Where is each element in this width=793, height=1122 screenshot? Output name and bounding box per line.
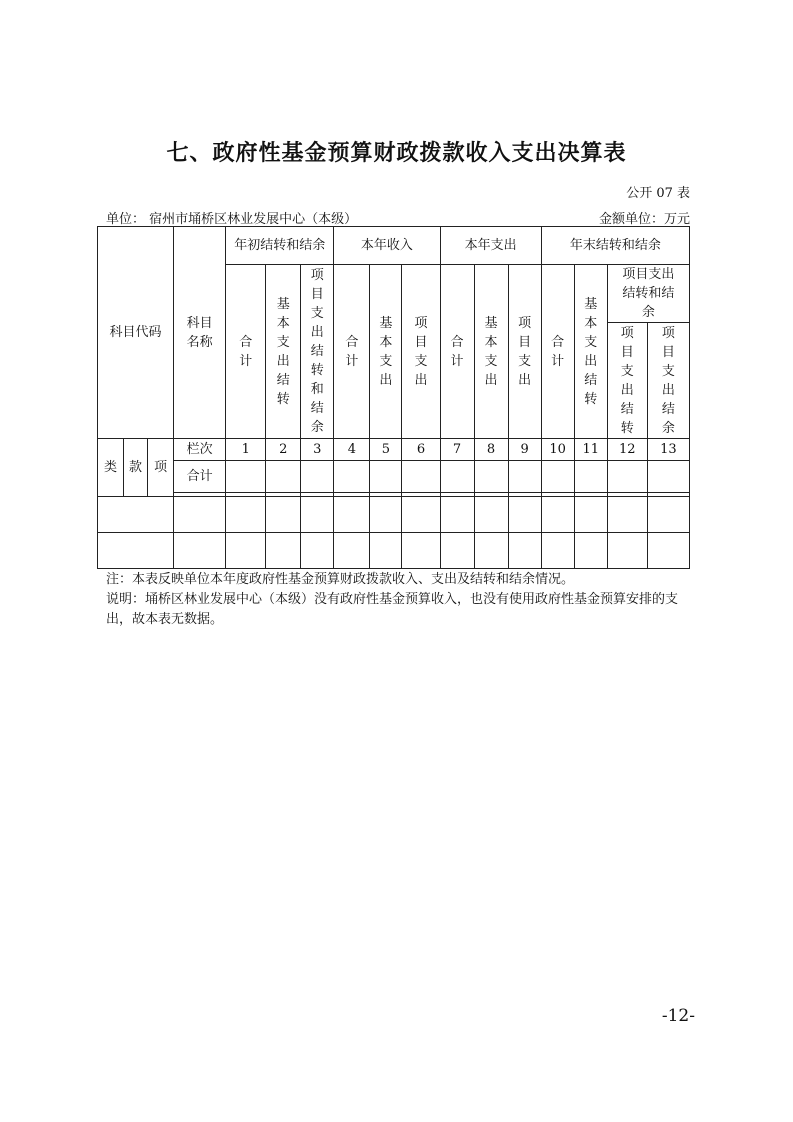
column-number: 3	[301, 439, 334, 461]
header-section: 款	[124, 439, 148, 497]
column-number: 11	[574, 439, 607, 461]
amount-unit: 金额单位：万元	[598, 212, 690, 227]
reporting-unit: 单位： 宿州市埇桥区林业发展中心（本级）	[106, 212, 358, 227]
table-explanation: 说明：埇桥区林业发展中心（本级）没有政府性基金预算收入，也没有使用政府性基金预算安排的支出，故本表无数据。	[106, 592, 679, 627]
table-cell	[607, 461, 647, 493]
table-cell	[647, 461, 689, 493]
table-cell	[474, 497, 508, 533]
table-cell	[508, 461, 541, 493]
table-cell	[607, 497, 647, 533]
table-cell	[440, 497, 474, 533]
table-cell	[370, 461, 402, 493]
table-cell	[574, 497, 607, 533]
table-cell	[334, 461, 370, 493]
table-cell	[370, 533, 402, 569]
table-cell	[226, 497, 266, 533]
table-cell	[402, 533, 440, 569]
table-cell	[647, 497, 689, 533]
column-number-label: 栏次	[174, 439, 226, 461]
header-closing-project-balance: 项目支出结余	[647, 323, 689, 439]
table-cell	[474, 461, 508, 493]
table-code: 公开 07 表	[626, 186, 690, 201]
table-cell	[574, 461, 607, 493]
header-opening-basic-carry: 基本支出结转	[266, 265, 301, 439]
header-income-basic: 基本支出	[370, 265, 402, 439]
page-number: -12-	[661, 1006, 695, 1026]
header-current-income: 本年收入	[334, 227, 440, 265]
column-number: 6	[402, 439, 440, 461]
header-expense-basic: 基本支出	[474, 265, 508, 439]
table-cell	[541, 497, 574, 533]
table-note: 注：本表反映单位本年度政府性基金预算财政拨款收入、支出及结转和结余情况。	[106, 572, 575, 587]
page-title: 七、政府性基金预算财政拨款收入支出决算表	[166, 141, 627, 166]
column-number: 1	[226, 439, 266, 461]
header-subject-code: 科目代码	[98, 227, 174, 439]
header-category: 类	[98, 439, 124, 497]
table-cell	[402, 497, 440, 533]
table-cell	[402, 461, 440, 493]
table-cell	[334, 533, 370, 569]
header-closing-project-carry: 项目支出结转	[607, 323, 647, 439]
table-cell	[508, 497, 541, 533]
budget-table-container	[97, 226, 690, 566]
header-expense-total: 合计	[440, 265, 474, 439]
column-number: 2	[266, 439, 301, 461]
column-number: 9	[508, 439, 541, 461]
header-opening-balance: 年初结转和结余	[226, 227, 334, 265]
header-income-project: 项目支出	[402, 265, 440, 439]
table-cell	[574, 533, 607, 569]
total-row-label: 合计	[174, 461, 226, 493]
table-cell	[301, 461, 334, 493]
table-cell	[474, 533, 508, 569]
column-number: 4	[334, 439, 370, 461]
table-cell	[226, 533, 266, 569]
header-closing-balance: 年末结转和结余	[541, 227, 689, 265]
table-cell	[301, 533, 334, 569]
table-cell	[226, 461, 266, 493]
table-cell	[98, 497, 174, 533]
column-number: 13	[647, 439, 689, 461]
table-cell	[541, 533, 574, 569]
table-cell	[607, 533, 647, 569]
table-cell	[440, 461, 474, 493]
table-cell	[440, 533, 474, 569]
table-cell	[541, 461, 574, 493]
table-cell	[266, 497, 301, 533]
column-number: 10	[541, 439, 574, 461]
column-number: 8	[474, 439, 508, 461]
notes-section	[106, 570, 696, 630]
header-closing-basic-carry: 基本支出结转	[574, 265, 607, 439]
header-closing-total: 合计	[541, 265, 574, 439]
table-cell	[266, 533, 301, 569]
table-cell	[334, 497, 370, 533]
table-cell	[508, 533, 541, 569]
header-item: 项	[148, 439, 174, 497]
header-income-total: 合计	[334, 265, 370, 439]
header-closing-project-carry-balance: 项目支出结转和结余	[607, 265, 689, 323]
header-opening-total: 合计	[226, 265, 266, 439]
header-opening-project-carry-balance: 项目支出结转和结余	[301, 265, 334, 439]
table-cell	[174, 497, 226, 533]
column-number: 5	[370, 439, 402, 461]
column-number: 7	[440, 439, 474, 461]
header-expense-project: 项目支出	[508, 265, 541, 439]
table-cell	[174, 533, 226, 569]
table-cell	[370, 497, 402, 533]
header-subject-name: 科目名称	[174, 227, 226, 439]
table-cell	[266, 461, 301, 493]
table-cell	[98, 533, 174, 569]
header-current-expense: 本年支出	[440, 227, 541, 265]
budget-table	[97, 226, 690, 569]
table-cell	[301, 497, 334, 533]
column-number: 12	[607, 439, 647, 461]
table-cell	[647, 533, 689, 569]
